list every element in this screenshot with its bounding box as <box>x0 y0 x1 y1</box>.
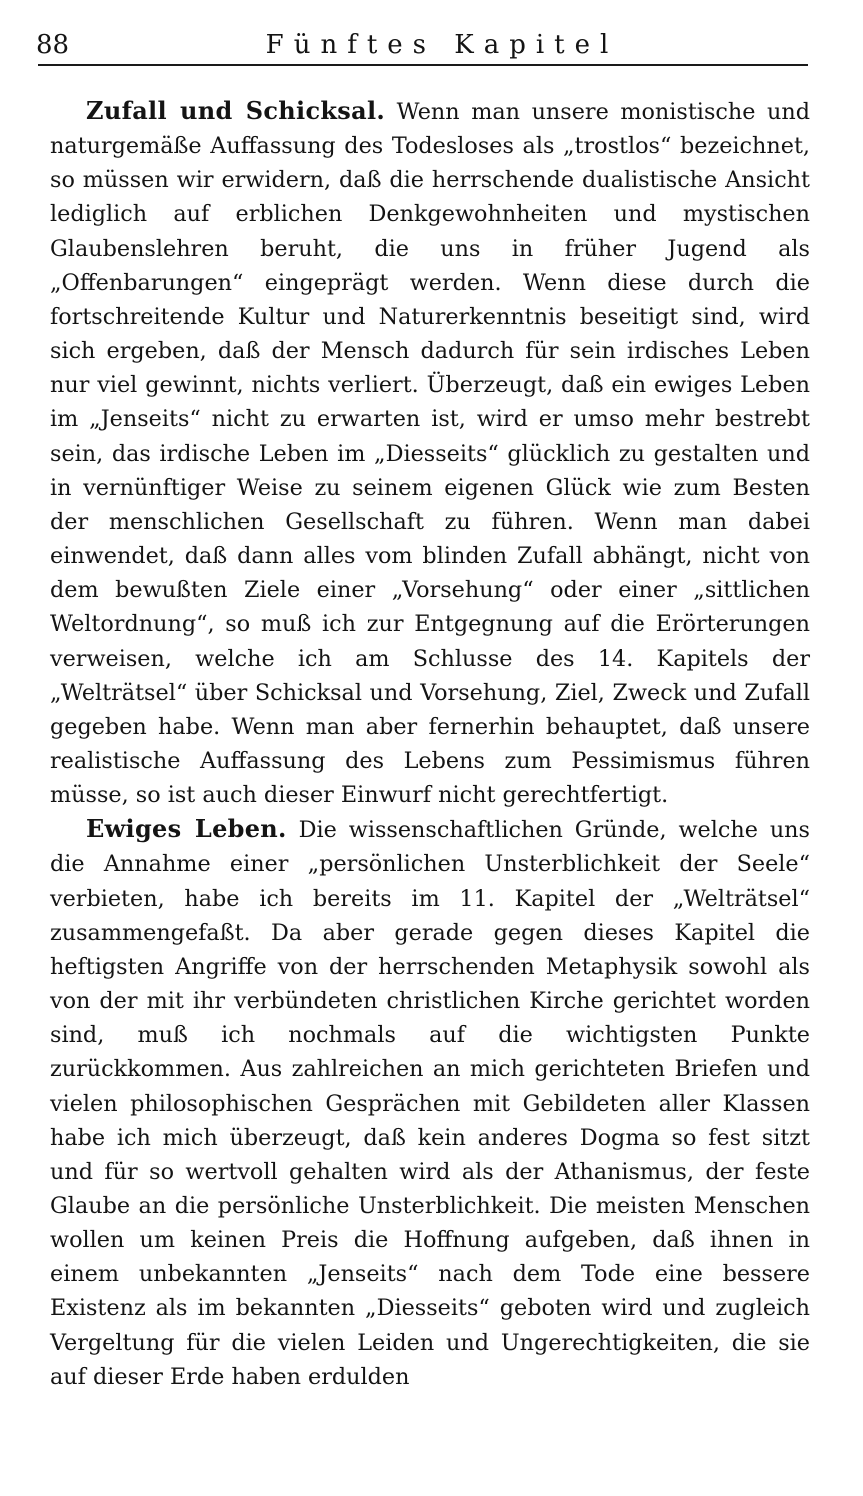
header-rule <box>38 64 808 66</box>
paragraph-ewiges-leben <box>50 812 810 1394</box>
paragraph-text: Wenn man unsere monistische und naturgemäße Auffassung des Todesloses als „trostlos“ bezeichnet, so müssen wir erwidern, daß die herrschende dualistische Ansicht lediglich auf erblichen Denkgewohnheiten und mystischen Glaubenslehren beruht, die uns in früher Jugend als „Offenbarungen“ eingeprägt werden. Wenn diese durch die fortschreitende Kultur und Naturerkenntnis beseitigt sind, wird sich ergeben, daß der Mensch dadurch für sein irdisches Leben nur viel gewinnt, nichts verliert. Überzeugt, daß ein ewiges Leben im „Jenseits“ nicht zu erwarten ist, wird er umso mehr bestrebt sein, das irdische Leben im „Diesseits“ glücklich zu gestalten und in vernünftiger Weise zu seinem eigenen Glück wie zum Besten der menschlichen Gesellschaft zu führen. Wenn man dabei einwendet, daß dann alles vom blinden Zufall abhängt, nicht von dem bewußten Ziele einer „Vorsehung“ oder einer „sittlichen Weltordnung“, so muß ich zur Entgegnung auf die Erörterungen verweisen, welche ich am Schlusse des 14. Kapitels der „Welträtsel“ über Schicksal und Vorsehung, Ziel, Zweck und Zufall gegeben habe. Wenn man aber fernerhin behauptet, daß unsere realistische Auffassung des Lebens zum Pessimismus führen müsse, so ist auch dieser Einwurf nicht gerechtfertigt. <box>50 99 810 809</box>
paragraph-zufall <box>50 94 810 812</box>
page-number: 88 <box>36 30 70 60</box>
running-title: Fünftes Kapitel <box>265 30 619 60</box>
section-heading: Ewiges Leben. <box>86 814 287 844</box>
body-text <box>50 94 810 1394</box>
page-header <box>36 26 808 66</box>
section-heading: Zufall und Schicksal. <box>86 96 386 125</box>
paragraph-text: Die wissenschaftlichen Gründe, welche uns die Annahme einer „persönlichen Unsterblichkeit der Seele“ verbieten, habe ich bereits im 11. Kapitel der „Welträtsel“ zusammengefaßt. Da aber gerade gegen dieses Kapitel die heftigsten Angriffe von der herrschenden Metaphysik sowohl als von der mit ihr verbündeten christlichen Kirche gerichtet worden sind, muß ich nochmals auf die wichtigsten Punkte zurückkommen. Aus zahlreichen an mich gerichteten Briefen und vielen philosophischen Gesprächen mit Gebildeten aller Klassen habe ich mich überzeugt, daß kein anderes Dogma so fest sitzt und für so wertvoll gehalten wird als der Athanismus, der feste Glaube an die persönliche Unsterblichkeit. Die meisten Menschen wollen um keinen Preis die Hoffnung aufgeben, daß ihnen in einem unbekannten „Jenseits“ nach dem Tode eine bessere Existenz als im bekannten „Diesseits“ geboten wird und zugleich Vergeltung für die vielen Leiden und Ungerechtigkeiten, die sie auf dieser Erde haben erdulden <box>50 817 810 1390</box>
